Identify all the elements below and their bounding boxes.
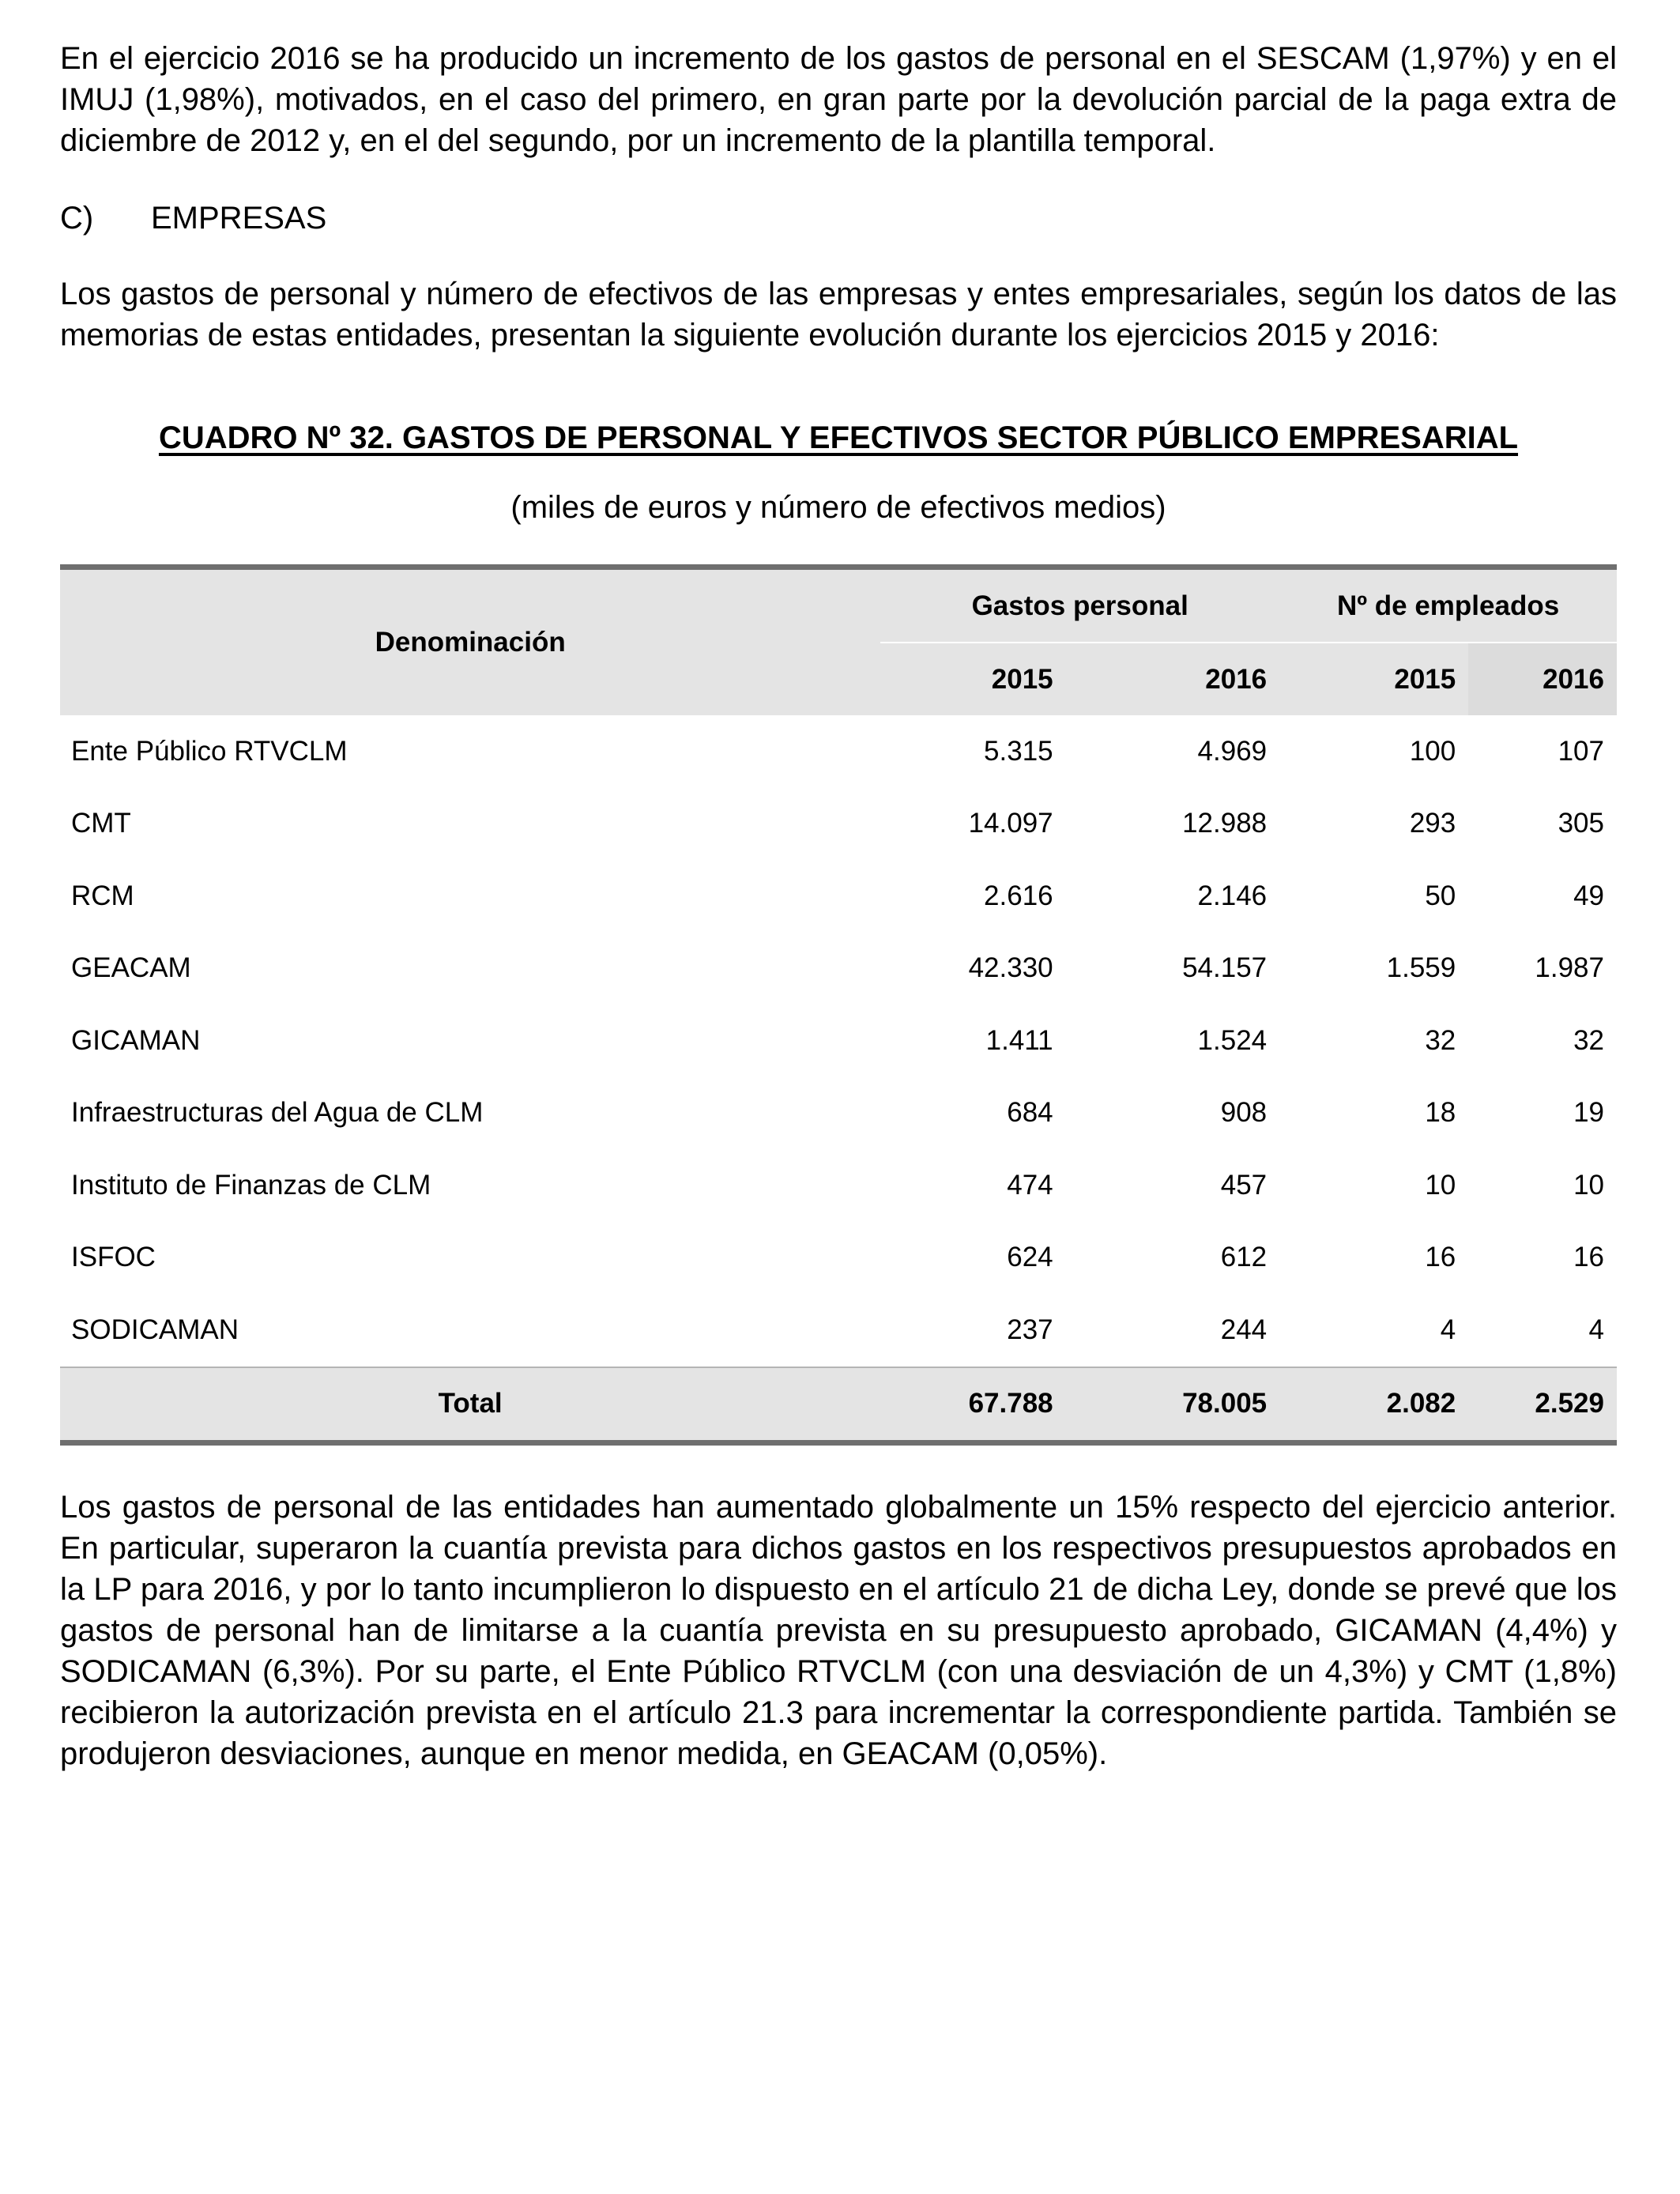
section-letter: C): [60, 201, 94, 236]
table-title: CUADRO Nº 32. GASTOS DE PERSONAL Y EFECTIVOS SECTOR PÚBLICO EMPRESARIAL: [158, 420, 1519, 455]
row-name: SODICAMAN: [71, 1314, 239, 1345]
table-row: [60, 933, 1617, 1005]
total-gastos-2015: 67.788: [880, 1367, 1065, 1443]
row-gastos-2016: 1.524: [1197, 1024, 1268, 1056]
row-gastos-2015: 42.330: [968, 952, 1053, 984]
document-page: [60, 32, 1617, 1774]
lead-paragraph: Los gastos de personal y número de efectivos de las empresas y entes empresariales, según los datos de las memorias de estas entidades, presentan la siguiente evolución durante los ejercicios 2015 y 2016:: [60, 277, 1617, 352]
table-header-row: [60, 567, 1617, 643]
table-row: [60, 1005, 1617, 1077]
row-gastos-2016: 457: [1220, 1169, 1268, 1201]
header-gastos-personal: Gastos personal: [880, 567, 1279, 643]
row-empleados-2016: 10: [1573, 1169, 1604, 1201]
row-gastos-2015: 1.411: [985, 1024, 1053, 1056]
row-name: Instituto de Finanzas de CLM: [71, 1169, 431, 1201]
row-gastos-2015: 684: [1007, 1097, 1053, 1129]
closing-paragraph: Los gastos de personal de las entidades han aumentado globalmente un 15% respecto del ejercicio anterior. En particular, superaron la cuantía prevista para dichos gastos en los respectivos presupuestos aprobados en la LP para 2016, y por lo tanto incumplieron lo dispuesto en el artículo 21 de dicha Ley, donde se prevé que los gastos de personal han de limitarse a la cuantía prevista en su presupuesto aprobado, GICAMAN (4,4%) y SODICAMAN (6,3%). Por su parte, el Ente Público RTVCLM (con una desviación de un 4,3%) y CMT (1,8%) recibieron la autorización prevista en el artículo 21.3 para incrementar la correspondiente partida. También se produjeron desviaciones, aunque en menor medida, en GEACAM (0,05%).: [60, 1490, 1617, 1771]
row-empleados-2015: 293: [1409, 808, 1456, 839]
row-gastos-2015: 2.616: [984, 880, 1053, 911]
table-subtitle: (miles de euros y número de efectivos medios): [510, 490, 1166, 525]
row-empleados-2015: 18: [1425, 1097, 1456, 1129]
table-row: [60, 1077, 1617, 1150]
row-gastos-2016: 908: [1220, 1097, 1268, 1129]
header-year-gastos-2016: 2016: [1066, 643, 1280, 715]
section-heading: [60, 198, 1617, 239]
row-empleados-2015: 32: [1425, 1024, 1456, 1056]
row-empleados-2016: 107: [1558, 735, 1604, 767]
total-empleados-2015: 2.082: [1279, 1367, 1468, 1443]
row-name: RCM: [71, 880, 134, 911]
row-name: GICAMAN: [71, 1024, 201, 1056]
header-year-empleados-2015: 2015: [1279, 643, 1468, 715]
table-row: [60, 715, 1617, 788]
row-gastos-2015: 474: [1007, 1169, 1053, 1201]
header-year-gastos-2015: 2015: [880, 643, 1065, 715]
row-gastos-2016: 12.988: [1182, 808, 1268, 839]
header-year-empleados-2016: 2016: [1468, 643, 1617, 715]
total-empleados-2016: 2.529: [1468, 1367, 1617, 1443]
row-gastos-2016: 2.146: [1197, 880, 1268, 911]
total-label: Total: [60, 1367, 880, 1443]
total-gastos-2016: 78.005: [1066, 1367, 1280, 1443]
row-gastos-2016: 4.969: [1197, 735, 1268, 767]
row-empleados-2015: 16: [1425, 1242, 1456, 1273]
table-row: [60, 788, 1617, 861]
row-empleados-2016: 305: [1558, 808, 1604, 839]
personnel-expenses-table: [60, 564, 1617, 1446]
row-empleados-2016: 19: [1573, 1097, 1604, 1129]
intro-paragraph: En el ejercicio 2016 se ha producido un incremento de los gastos de personal en el SESCAM (1,97%) y en el IMUJ (1,98%), motivados, en el caso del primero, en gran parte por la devolución parcial de la paga extra de diciembre de 2012 y, en el del segundo, por un incremento de la plantilla temporal.: [60, 41, 1617, 158]
row-gastos-2015: 624: [1007, 1242, 1053, 1273]
table-row: [60, 1294, 1617, 1367]
row-gastos-2015: 5.315: [984, 735, 1053, 767]
header-numero-empleados: Nº de empleados: [1279, 567, 1617, 643]
row-empleados-2016: 49: [1573, 880, 1604, 911]
table-row: [60, 1149, 1617, 1222]
row-gastos-2016: 612: [1220, 1242, 1268, 1273]
table-row: [60, 860, 1617, 933]
row-gastos-2015: 14.097: [968, 808, 1053, 839]
row-name: CMT: [71, 808, 131, 839]
row-empleados-2016: 32: [1573, 1024, 1604, 1056]
row-empleados-2015: 1.559: [1386, 952, 1456, 984]
table-row: [60, 1222, 1617, 1295]
row-name: ISFOC: [71, 1242, 156, 1273]
row-gastos-2016: 244: [1220, 1314, 1268, 1345]
row-empleados-2015: 10: [1425, 1169, 1456, 1201]
row-name: Infraestructuras del Agua de CLM: [71, 1097, 484, 1129]
row-empleados-2016: 16: [1573, 1242, 1604, 1273]
row-empleados-2016: 4: [1588, 1314, 1604, 1345]
row-gastos-2016: 54.157: [1182, 952, 1268, 984]
row-empleados-2015: 4: [1440, 1314, 1456, 1345]
table-total-row: [60, 1367, 1617, 1443]
row-gastos-2015: 237: [1007, 1314, 1053, 1345]
row-empleados-2015: 50: [1425, 880, 1456, 911]
header-denominacion: Denominación: [60, 567, 880, 716]
row-name: Ente Público RTVCLM: [71, 735, 348, 767]
row-empleados-2016: 1.987: [1535, 952, 1604, 984]
row-name: GEACAM: [71, 952, 191, 984]
section-title: EMPRESAS: [151, 201, 327, 236]
row-empleados-2015: 100: [1409, 735, 1456, 767]
